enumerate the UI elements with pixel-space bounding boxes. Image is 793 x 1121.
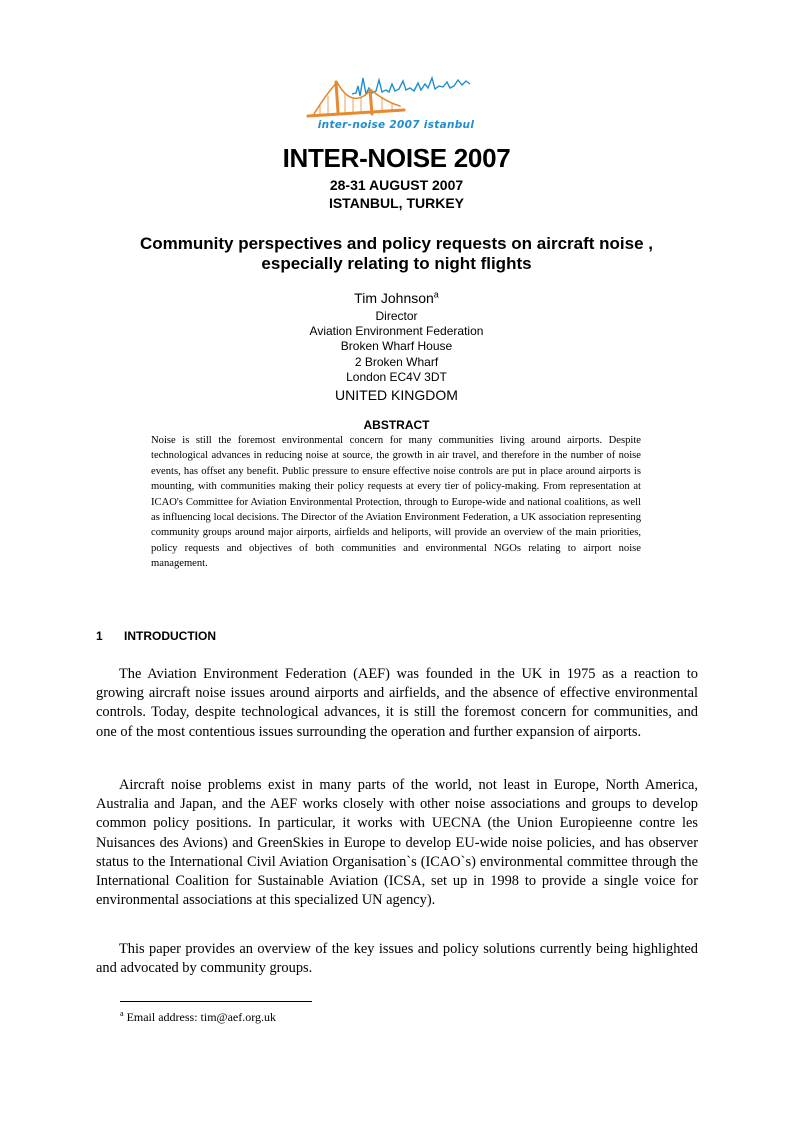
conference-location: ISTANBUL, TURKEY [328, 195, 465, 211]
conference-title: INTER-NOISE 2007 [282, 143, 511, 173]
section-title: INTRODUCTION [124, 629, 216, 643]
author-country: UNITED KINGDOM [335, 387, 458, 403]
footnote-marker: a [120, 1009, 124, 1018]
affiliation-line: 2 Broken Wharf [354, 354, 439, 369]
body-paragraph: This paper provides an overview of the key issues and policy solutions currently being highlighted and advocated by community groups. [96, 941, 698, 977]
section-number: 1 [96, 629, 103, 643]
bridge-icon [308, 82, 404, 116]
footnote [120, 1010, 276, 1025]
footnote-text: Email address: tim@aef.org.uk [126, 1010, 277, 1024]
conference-dates-block [0, 176, 793, 212]
logo-caption: inter-noise 2007 istanbul [317, 119, 475, 131]
section-heading [96, 629, 216, 643]
author-affiliation [0, 309, 793, 385]
affiliation-line: Aviation Environment Federation [309, 324, 484, 339]
affiliation-line: Broken Wharf House [340, 339, 453, 354]
affiliation-line: London EC4V 3DT [346, 369, 447, 384]
body-paragraph: The Aviation Environment Federation (AEF) was founded in the UK in 1975 as a reaction to growing aircraft noise issues around airports and airfields, and the absence of effective environmental controls. Today, despite technological advances, it is still the foremost concern for communities, and one of the most contentious issues surrounding the operation and further expansion of airports. [96, 666, 698, 740]
paper-title-line-2: especially relating to night flights [261, 254, 532, 273]
affiliation-line: Director [375, 309, 418, 323]
author-name: Tim Johnson [354, 290, 434, 306]
abstract-text: Noise is still the foremost environmental concern for many communities living around airports. Despite technological advances in reducing noise at source, the growth in air travel, and therefore in the number of noise events, has offset any benefit. Public pressure to ensure effective noise controls are put in place around airports is mounting, with communities making their policy requests at every tier of policy-making. From representation at ICAO's Committee for Aviation Environmental Protection, through to Europe-wide and national coalitions, as well as influencing local decisions. The Director of the Aviation Environment Federation, a UK association representing community groups around major airports, airfields and heliports, will provide an overview of the main priorities, policy requests and objectives of both communities and environmental NGOs relating to airport noise management. [151, 435, 641, 570]
footnote-divider [120, 1001, 312, 1002]
body-paragraph: Aircraft noise problems exist in many parts of the world, not least in Europe, North America, Australia and Japan, and the AEF works closely with other noise associations and groups to develop common policy positions. In particular, it works with UECNA (the Union Europieenne contre les Nuisances des Avions) and GreenSkies in Europe to develop EU-wide noise policies, and has observer status to the International Civil Aviation Organisation`s (ICAO`s) environmental committee through the International Coalition for Sustainable Aviation (ICSA, set up in 1998 to provide a single voice for environmental associations at this specialized UN agency). [96, 777, 698, 909]
conference-dates: 28-31 AUGUST 2007 [329, 177, 464, 193]
author-name-line [0, 290, 793, 306]
paper-title-line-1: Community perspectives and policy requests on aircraft noise , [140, 234, 653, 253]
abstract-heading: ABSTRACT [363, 418, 430, 432]
author-footnote-marker: a [433, 289, 439, 300]
paper-title [0, 234, 793, 274]
